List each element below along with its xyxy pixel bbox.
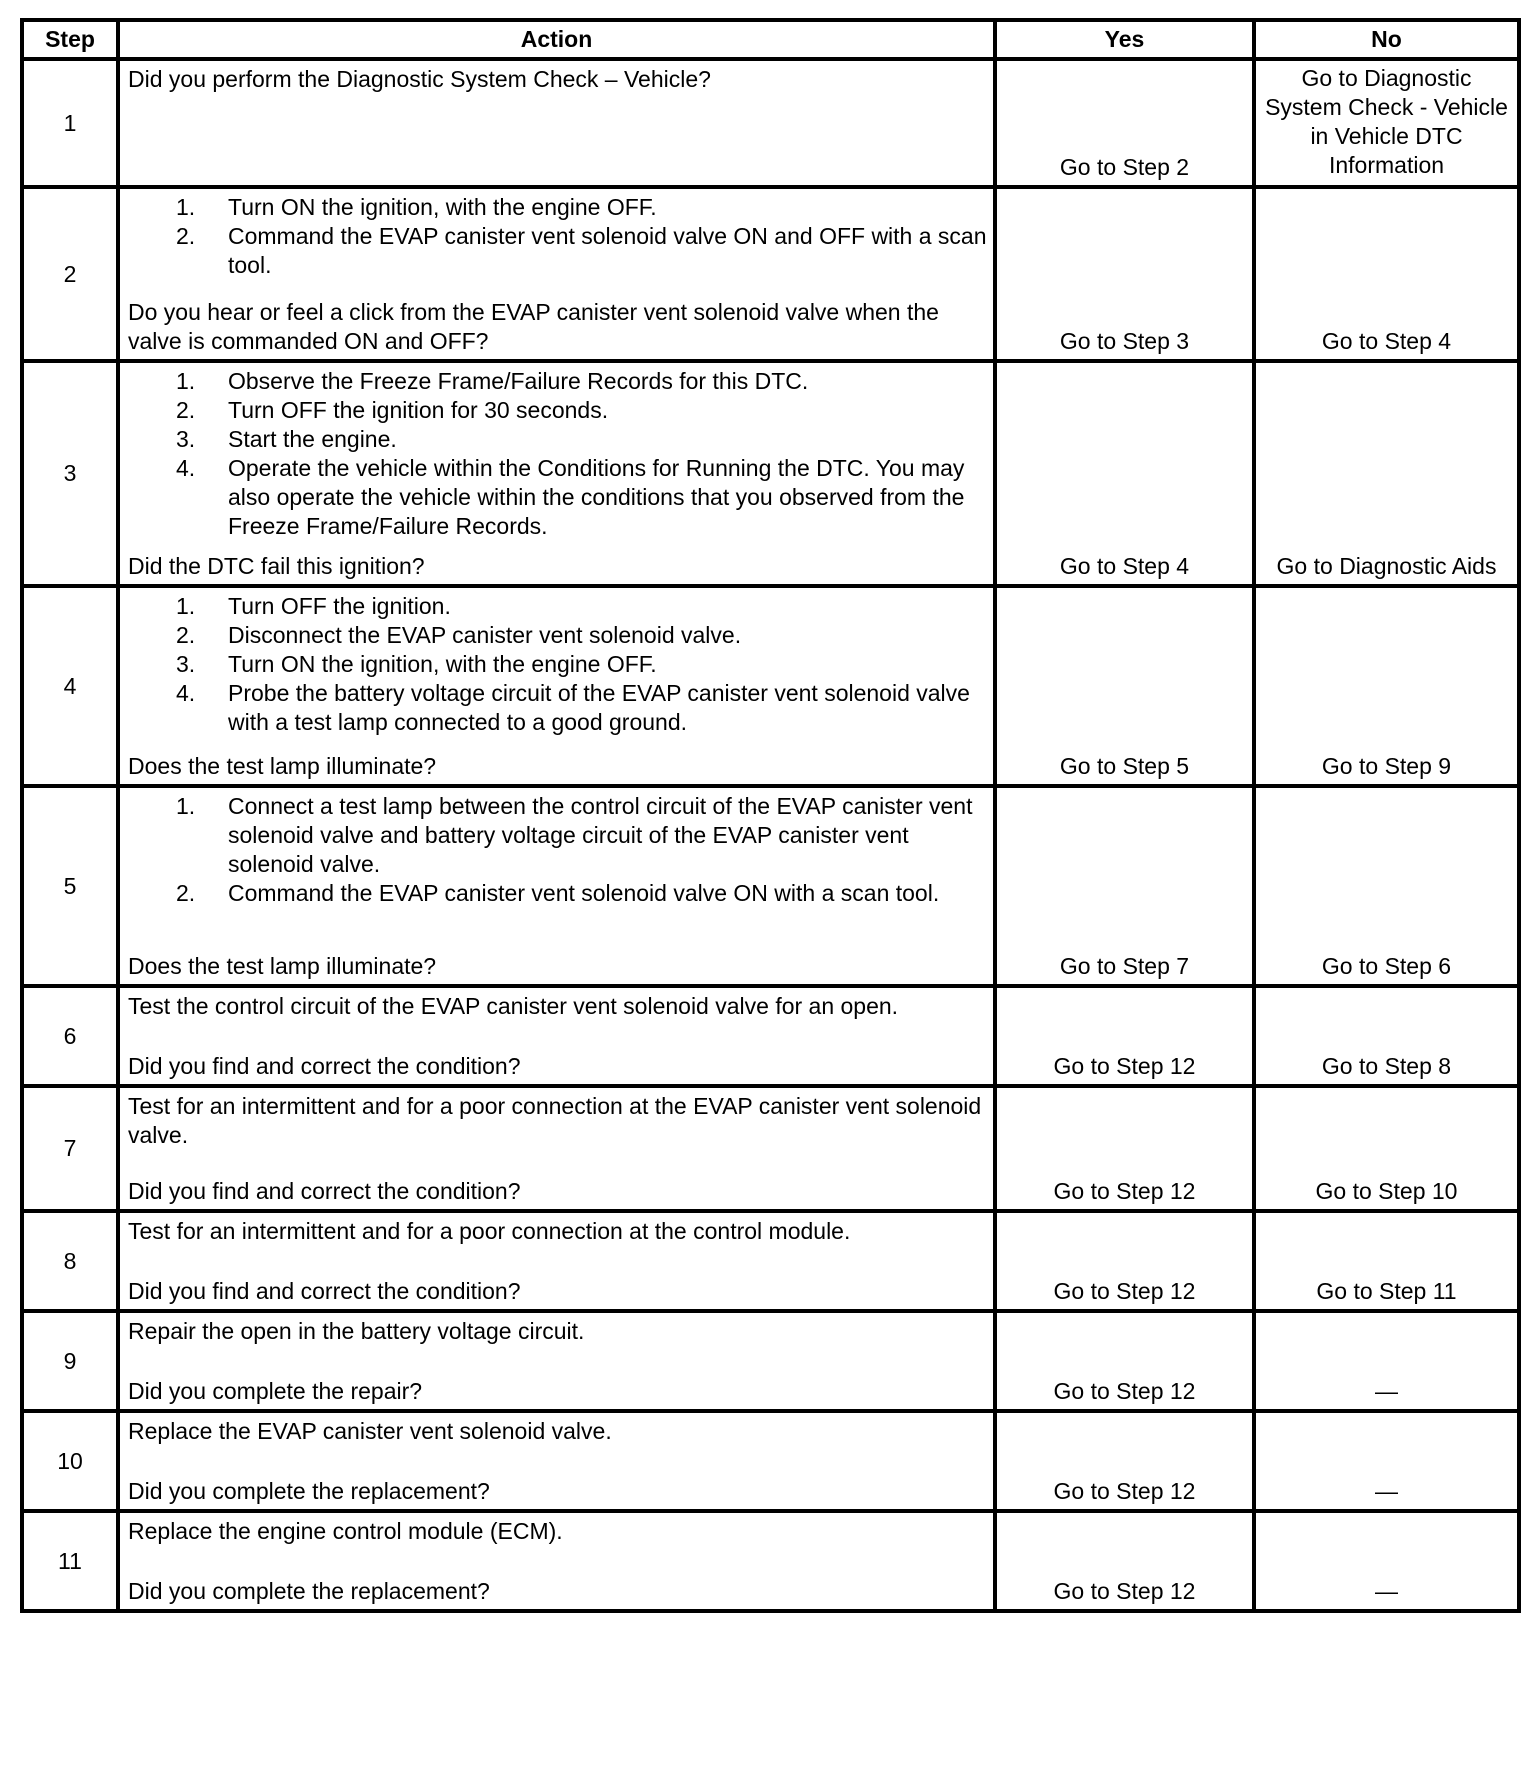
no-result: — bbox=[1254, 1411, 1519, 1511]
step-number: 7 bbox=[22, 1086, 118, 1211]
action-content bbox=[128, 592, 987, 781]
action-top bbox=[128, 1417, 987, 1446]
action-cell bbox=[118, 1211, 995, 1311]
action-step-item bbox=[128, 454, 987, 541]
table-body bbox=[22, 59, 1519, 1611]
no-result: Go to Diagnostic System Check - Vehicle in Vehicle DTC Information bbox=[1254, 59, 1519, 187]
action-question: Did you find and correct the condition? bbox=[128, 1278, 521, 1304]
action-step-item bbox=[128, 621, 987, 650]
action-step-item bbox=[128, 792, 987, 879]
action-instruction: Replace the EVAP canister vent solenoid valve. bbox=[128, 1418, 612, 1444]
action-instruction: Test for an intermittent and for a poor connection at the EVAP canister vent solenoid valve. bbox=[128, 1093, 982, 1148]
action-step-text: Probe the battery voltage circuit of the EVAP canister vent solenoid valve with a test lamp connected to a good ground. bbox=[228, 680, 970, 735]
action-content bbox=[128, 1517, 987, 1606]
action-step-text: Turn OFF the ignition. bbox=[228, 593, 451, 619]
step-number: 4 bbox=[22, 586, 118, 786]
table-row bbox=[22, 1211, 1519, 1311]
yes-result: Go to Step 4 bbox=[995, 361, 1254, 586]
table-row bbox=[22, 786, 1519, 986]
action-question: Does the test lamp illuminate? bbox=[128, 753, 437, 779]
yes-result: Go to Step 12 bbox=[995, 1411, 1254, 1511]
action-step-text: Operate the vehicle within the Conditions for Running the DTC. You may also operate the vehicle within the conditions that you observed from the Freeze Frame/Failure Records. bbox=[228, 455, 965, 539]
action-cell bbox=[118, 59, 995, 187]
action-cell bbox=[118, 1311, 995, 1411]
action-question: Did the DTC fail this ignition? bbox=[128, 553, 425, 579]
action-step-number: 1. bbox=[176, 593, 196, 619]
table-row bbox=[22, 986, 1519, 1086]
action-content bbox=[128, 1417, 987, 1506]
action-content bbox=[128, 193, 987, 356]
yes-result: Go to Step 3 bbox=[995, 187, 1254, 361]
action-content bbox=[128, 1092, 987, 1206]
yes-result: Go to Step 12 bbox=[995, 1211, 1254, 1311]
yes-result: Go to Step 12 bbox=[995, 1511, 1254, 1611]
action-step-text: Observe the Freeze Frame/Failure Records for this DTC. bbox=[228, 368, 809, 394]
yes-result: Go to Step 12 bbox=[995, 986, 1254, 1086]
diagnostic-table-container bbox=[20, 18, 1517, 1613]
action-cell bbox=[118, 986, 995, 1086]
no-result: Go to Step 9 bbox=[1254, 586, 1519, 786]
table-row bbox=[22, 1086, 1519, 1211]
action-instruction: Test the control circuit of the EVAP canister vent solenoid valve for an open. bbox=[128, 993, 899, 1019]
action-content bbox=[128, 65, 987, 182]
action-step-number: 1. bbox=[176, 793, 196, 819]
yes-result: Go to Step 12 bbox=[995, 1086, 1254, 1211]
action-step-number: 2. bbox=[176, 223, 196, 249]
action-step-item bbox=[128, 650, 987, 679]
action-step-text: Start the engine. bbox=[228, 426, 397, 452]
step-number: 3 bbox=[22, 361, 118, 586]
action-question: Does the test lamp illuminate? bbox=[128, 953, 437, 979]
action-content bbox=[128, 367, 987, 581]
action-step-item bbox=[128, 222, 987, 280]
table-row bbox=[22, 586, 1519, 786]
action-step-item bbox=[128, 396, 987, 425]
action-content bbox=[128, 1317, 987, 1406]
no-result: Go to Diagnostic Aids bbox=[1254, 361, 1519, 586]
action-step-list bbox=[128, 367, 987, 541]
action-step-item bbox=[128, 367, 987, 396]
action-step-text: Disconnect the EVAP canister vent solenoid valve. bbox=[228, 622, 742, 648]
diagnostic-table bbox=[20, 18, 1521, 1613]
action-step-number: 3. bbox=[176, 651, 196, 677]
yes-column-header: Yes bbox=[995, 20, 1254, 59]
step-number: 1 bbox=[22, 59, 118, 187]
step-number: 9 bbox=[22, 1311, 118, 1411]
action-step-text: Command the EVAP canister vent solenoid valve ON with a scan tool. bbox=[228, 880, 940, 906]
action-top bbox=[128, 1517, 987, 1546]
action-step-text: Connect a test lamp between the control circuit of the EVAP canister vent solenoid valve and battery voltage circuit of the EVAP canister vent solenoid valve. bbox=[228, 793, 973, 877]
action-content bbox=[128, 1217, 987, 1306]
action-instruction: Repair the open in the battery voltage circuit. bbox=[128, 1318, 585, 1344]
no-result: Go to Step 8 bbox=[1254, 986, 1519, 1086]
no-result: Go to Step 10 bbox=[1254, 1086, 1519, 1211]
no-result: Go to Step 11 bbox=[1254, 1211, 1519, 1311]
table-row bbox=[22, 361, 1519, 586]
action-step-number: 2. bbox=[176, 880, 196, 906]
action-question: Did you find and correct the condition? bbox=[128, 1053, 521, 1079]
step-column-header: Step bbox=[22, 20, 118, 59]
table-row bbox=[22, 187, 1519, 361]
action-top bbox=[128, 592, 987, 737]
action-top bbox=[128, 193, 987, 280]
action-cell bbox=[118, 586, 995, 786]
action-instruction: Test for an intermittent and for a poor connection at the control module. bbox=[128, 1218, 851, 1244]
action-cell bbox=[118, 1086, 995, 1211]
action-cell bbox=[118, 1411, 995, 1511]
step-number: 10 bbox=[22, 1411, 118, 1511]
action-cell bbox=[118, 786, 995, 986]
action-step-number: 2. bbox=[176, 397, 196, 423]
step-number: 6 bbox=[22, 986, 118, 1086]
no-result: — bbox=[1254, 1311, 1519, 1411]
action-cell bbox=[118, 187, 995, 361]
step-number: 11 bbox=[22, 1511, 118, 1611]
action-question: Did you complete the replacement? bbox=[128, 1478, 490, 1504]
table-row bbox=[22, 1311, 1519, 1411]
action-step-item bbox=[128, 592, 987, 621]
action-cell bbox=[118, 361, 995, 586]
action-step-number: 1. bbox=[176, 194, 196, 220]
action-instruction: Replace the engine control module (ECM). bbox=[128, 1518, 563, 1544]
action-column-header: Action bbox=[118, 20, 995, 59]
action-cell bbox=[118, 1511, 995, 1611]
action-content bbox=[128, 792, 987, 981]
action-top bbox=[128, 992, 987, 1021]
table-row bbox=[22, 1411, 1519, 1511]
action-top bbox=[128, 792, 987, 908]
no-column-header: No bbox=[1254, 20, 1519, 59]
action-step-text: Turn OFF the ignition for 30 seconds. bbox=[228, 397, 609, 423]
action-step-item bbox=[128, 193, 987, 222]
action-step-item bbox=[128, 879, 987, 908]
table-row bbox=[22, 1511, 1519, 1611]
action-step-list bbox=[128, 792, 987, 908]
action-question: Did you complete the replacement? bbox=[128, 1578, 490, 1604]
yes-result: Go to Step 5 bbox=[995, 586, 1254, 786]
action-top bbox=[128, 1217, 987, 1246]
action-step-list bbox=[128, 592, 987, 737]
action-top bbox=[128, 1317, 987, 1346]
action-step-number: 2. bbox=[176, 622, 196, 648]
action-step-text: Command the EVAP canister vent solenoid valve ON and OFF with a scan tool. bbox=[228, 223, 987, 278]
action-question: Did you complete the repair? bbox=[128, 1378, 423, 1404]
action-question: Did you find and correct the condition? bbox=[128, 1178, 521, 1204]
no-result: — bbox=[1254, 1511, 1519, 1611]
step-number: 8 bbox=[22, 1211, 118, 1311]
step-number: 2 bbox=[22, 187, 118, 361]
action-step-item bbox=[128, 425, 987, 454]
action-step-number: 1. bbox=[176, 368, 196, 394]
action-step-number: 3. bbox=[176, 426, 196, 452]
yes-result: Go to Step 7 bbox=[995, 786, 1254, 986]
action-step-list bbox=[128, 193, 987, 280]
action-instruction: Did you perform the Diagnostic System Check – Vehicle? bbox=[128, 66, 711, 92]
action-step-item bbox=[128, 679, 987, 737]
action-top bbox=[128, 367, 987, 541]
yes-result: Go to Step 2 bbox=[995, 59, 1254, 187]
step-number: 5 bbox=[22, 786, 118, 986]
action-step-text: Turn ON the ignition, with the engine OFF. bbox=[228, 651, 657, 677]
action-top bbox=[128, 1092, 987, 1150]
action-top bbox=[128, 65, 987, 94]
table-row bbox=[22, 59, 1519, 187]
action-step-number: 4. bbox=[176, 455, 196, 481]
action-step-text: Turn ON the ignition, with the engine OFF. bbox=[228, 194, 657, 220]
no-result: Go to Step 4 bbox=[1254, 187, 1519, 361]
header-row bbox=[22, 20, 1519, 59]
yes-result: Go to Step 12 bbox=[995, 1311, 1254, 1411]
action-step-number: 4. bbox=[176, 680, 196, 706]
no-result: Go to Step 6 bbox=[1254, 786, 1519, 986]
action-question: Do you hear or feel a click from the EVAP canister vent solenoid valve when the valve is commanded ON and OFF? bbox=[128, 299, 939, 354]
action-content bbox=[128, 992, 987, 1081]
